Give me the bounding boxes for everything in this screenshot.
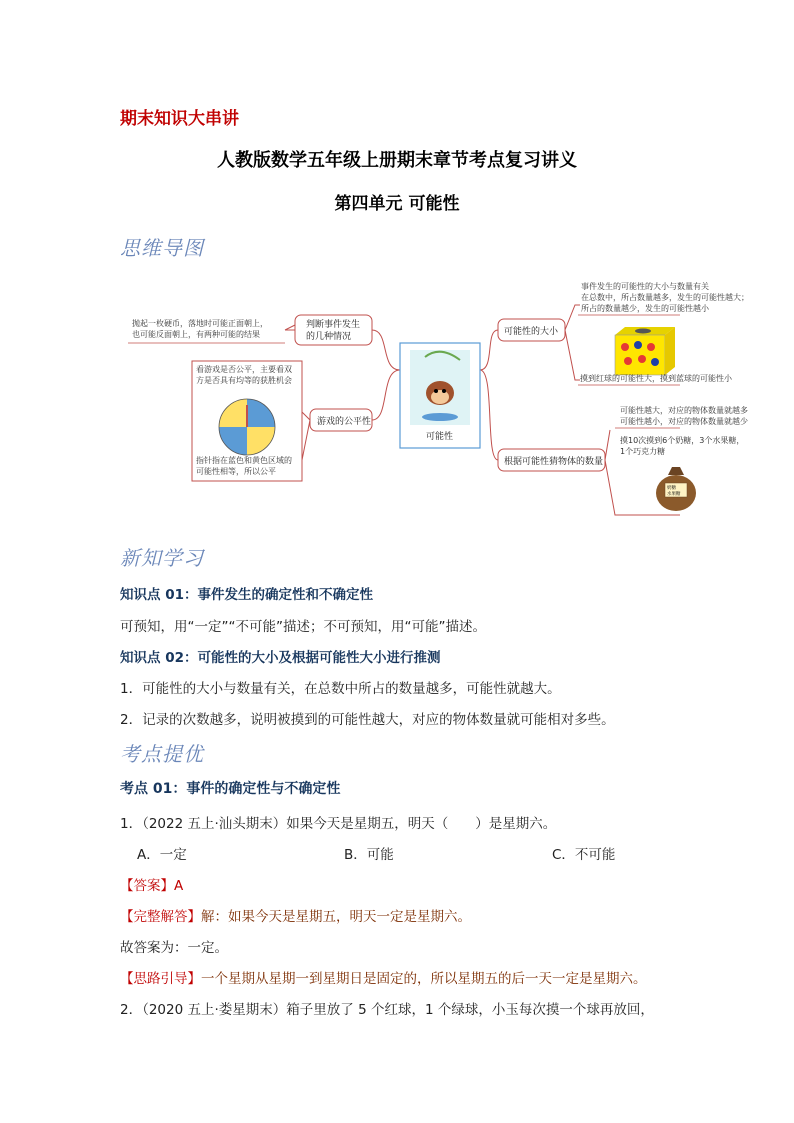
- knowledge-point-2-line-1: 1．可能性的大小与数量有关，在总数中所占的数量越多，可能性就越大。: [120, 681, 561, 697]
- answer-value: A: [174, 878, 184, 894]
- question-1-stem: 1．（2022 五上·汕头期末）如果今天是星期五，明天（ ）是星期六。: [120, 816, 557, 832]
- knowledge-point-2-line-2: 2．记录的次数越多，说明被摸到的可能性越大，对应的物体数量就可能相对多些。: [120, 712, 615, 728]
- section-learn-tag: 新知学习: [120, 546, 204, 570]
- size-bottom-text: 摸到红球的可能性大，摸到蓝球的可能性小: [580, 374, 732, 383]
- question-2-stem: 2．（2020 五上·娄星期末）箱子里放了 5 个红球，1 个绿球，小玉每次摸一个球再放回，: [120, 1002, 654, 1018]
- mind-map: [120, 275, 749, 520]
- fair-top-text-2: 方是否具有均等的获胜机会: [196, 376, 292, 385]
- answer-label: 【答案】: [120, 878, 174, 894]
- full-solution-line: [120, 905, 471, 925]
- fair-bottom-text-1: 指针指在蓝色和黄色区域的: [196, 456, 292, 465]
- candy-bag-icon: [656, 467, 696, 511]
- series-title: 期末知识大串讲: [120, 109, 239, 129]
- coin-text-1: 抛起一枚硬币，落地时可能正面朝上，: [132, 319, 268, 328]
- center-label: 可能性: [426, 432, 454, 442]
- exam-point-title: 考点 01：事件的确定性与不确定性: [120, 781, 341, 797]
- candy-text-2: 1个巧克力糖: [620, 447, 666, 456]
- question-1-option-b: B．可能: [344, 847, 394, 863]
- branch-size-label: 可能性的大小: [504, 327, 559, 337]
- section-mindmap-tag: 思维导图: [120, 236, 204, 260]
- document-title: 人教版数学五年级上册期末章节考点复习讲义: [217, 150, 577, 171]
- fair-bottom-text-2: 可能性相等，所以公平: [196, 467, 276, 476]
- answer-line: [120, 874, 183, 894]
- full-solution-text: 如果今天是星期五，明天一定是星期六。: [228, 909, 471, 925]
- branch-guess-label: 根据可能性猜物体的数量: [504, 457, 604, 467]
- branch-fair-label: 游戏的公平性: [317, 417, 372, 427]
- question-1-option-a: A．一定: [137, 847, 187, 863]
- coin-text-2: 也可能反面朝上，有两种可能的结果: [132, 330, 260, 339]
- knowledge-point-2-title: 知识点 02：可能性的大小及根据可能性大小进行推测: [120, 650, 441, 666]
- knowledge-point-1-title: 知识点 01：事件发生的确定性和不确定性: [120, 587, 373, 603]
- ball-box-icon: [615, 327, 675, 375]
- hint-label: 【思路引导】: [120, 971, 201, 987]
- size-text-1: 事件发生的可能性的大小与数量有关: [581, 282, 709, 291]
- size-text-3: 所占的数量越少，发生的可能性越小: [581, 304, 709, 313]
- unit-title: 第四单元 可能性: [334, 194, 460, 214]
- full-solution-prefix: 解：: [201, 909, 228, 925]
- branch-judge-label-1: 判断事件发生: [306, 320, 361, 330]
- question-1-option-c: C．不可能: [552, 847, 616, 863]
- spinner-icon: [219, 399, 275, 455]
- hint-line: [120, 967, 647, 987]
- guess-text-2: 可能性越小，对应的物体数量就越少: [620, 417, 748, 426]
- full-solution-label: 【完整解答】: [120, 909, 201, 925]
- conclusion-text: 故答案为：一定。: [120, 940, 228, 956]
- bag-label-2: 水果糖: [667, 492, 681, 497]
- knowledge-point-1-line: 可预知，用“一定”“不可能”描述；不可预知，用“可能”描述。: [120, 619, 486, 635]
- guess-text-1: 可能性越大，对应的物体数量就越多: [620, 406, 748, 415]
- hint-text: 一个星期从星期一到星期日是固定的，所以星期五的后一天一定是星期六。: [201, 971, 647, 987]
- fair-top-text-1: 看游戏是否公平，主要看双: [196, 365, 292, 374]
- candy-text-1: 摸10次摸到6个奶糖，3个水果糖，: [620, 436, 745, 445]
- size-text-2: 在总数中，所占数量越多，发生的可能性越大；: [581, 293, 749, 302]
- branch-judge-label-2: 的几种情况: [306, 332, 352, 342]
- section-exam-tag: 考点提优: [120, 742, 204, 766]
- bag-label-1: 奶糖: [667, 486, 676, 491]
